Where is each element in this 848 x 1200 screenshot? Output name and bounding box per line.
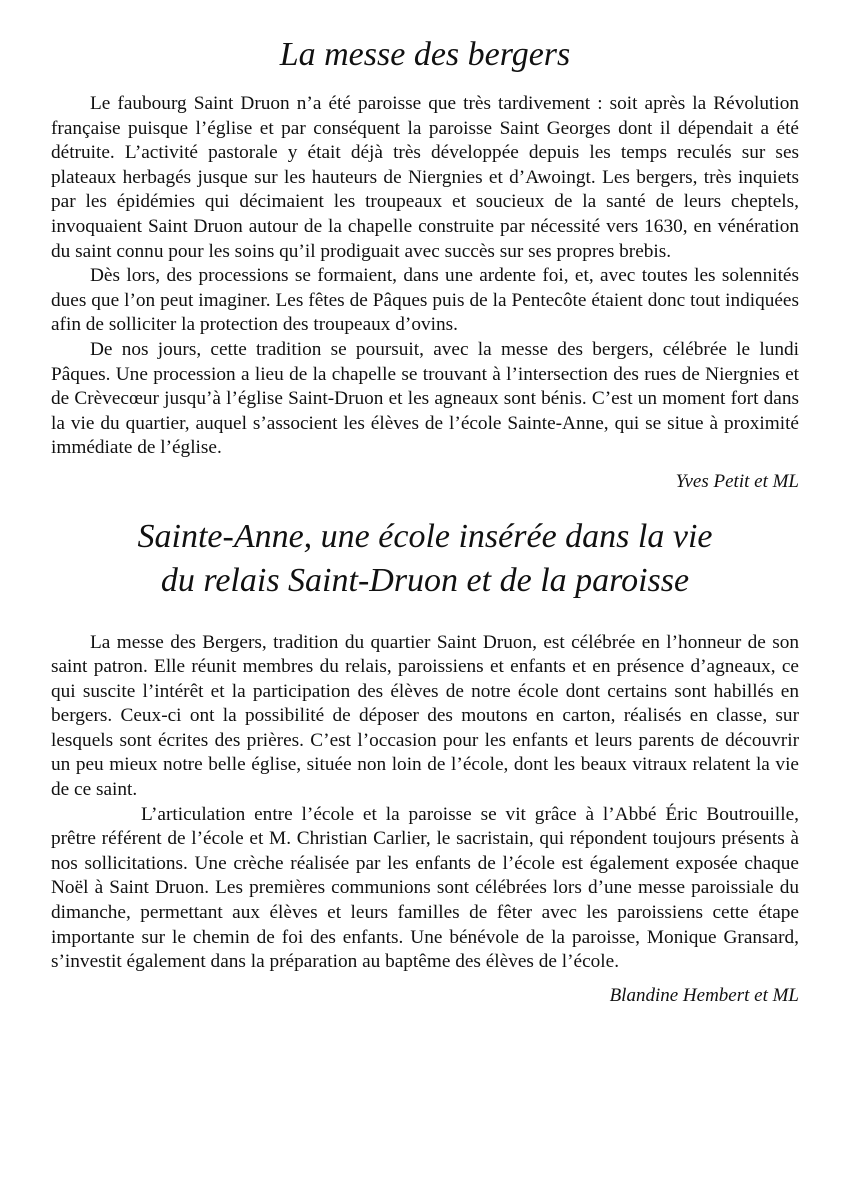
article-paragraph: L’articulation entre l’école et la paroisse se vit grâce à l’Abbé Éric Boutrouille, prêtre référent de l’école et M. Christian Carlier, le sacristain, qui répondent toujours présents à nos sollicitations. Une crèche réalisée par les enfants de l’école est également exposée chaque Noël à Saint Druon. Les premières communions sont célébrées lors d’une messe paroissiale du dimanche, permettant aux élèves et leurs familles de fêter avec les paroissiens cette étape importante sur le chemin de foi des enfants. Une bénévole de la paroisse, Monique Gransard, s’investit également dans la préparation au baptême des élèves de l’école. [51,803,799,973]
document-page [51,0,799,1008]
article-paragraph: Dès lors, des processions se formaient, dans une ardente foi, et, avec toutes les solennités dues que l’on peut imaginer. Les fêtes de Pâques puis de la Pentecôte étaient donc tout indiquées afin de solliciter la protection des troupeaux d’ovins. [51,265,799,336]
article-title: La messe des bergers [279,36,571,73]
article-paragraph: La messe des Bergers, tradition du quartier Saint Druon, est célébrée en l’honneur de son saint patron. Elle réunit membres du relais, paroissiens et enfants et en présence d’agneaux, ce qui suscite l’intérêt et la participation des élèves de notre école dont certains sont habillés en bergers. Ceux-ci ont la possibilité de déposer des moutons en carton, réalisés en classe, sur lesquels sont écrites des prières. C’est l’occasion pour les enfants et leurs parents de découvrir un peu mieux notre belle église, située non loin de l’école, dont les beaux vitraux relatent la vie de ce saint. [51,631,799,801]
article-paragraph: De nos jours, cette tradition se poursuit, avec la messe des bergers, célébrée le lundi Pâques. Une procession a lieu de la chapelle se trouvant à l’intersection des rues de Niergnies et de Crèvecœur jusqu’à l’église Saint-Druon et les agneaux sont bénis. C’est un moment fort dans la vie du quartier, auquel s’associent les élèves de l’école Sainte-Anne, qui se situe à proximité immédiate de l’église. [51,338,799,459]
author-signature: Yves Petit et ML [675,470,799,492]
article-title-line: du relais Saint-Druon et de la paroisse [160,561,690,599]
article-title [51,515,799,603]
article-title-line: Sainte-Anne, une école insérée dans la vie [137,517,713,555]
article-paragraph: Le faubourg Saint Druon n’a été paroisse que très tardivement : soit après la Révolution française puisque l’église et par conséquent la paroisse Saint Georges dont il dépendait a été détruite. L’activité pastorale y était déjà très développée depuis les temps reculés sur ses plateaux herbagés jusque sur les hauteurs de Niergnies et d’Awoingt. Les bergers, très inquiets par les épidémies qui décimaient les troupeaux et soucieux de la santé de leurs cheptels, invoquaient Saint Druon autour de la chapelle construite par nécessité vers 1630, en vénération du saint connu pour les soins qu’il prodiguait avec succès sur ses propres brebis. [51,93,799,262]
article-sainte-anne [51,515,799,1009]
author-signature: Blandine Hembert et ML [609,984,799,1006]
article-messe-des-bergers [51,33,799,495]
